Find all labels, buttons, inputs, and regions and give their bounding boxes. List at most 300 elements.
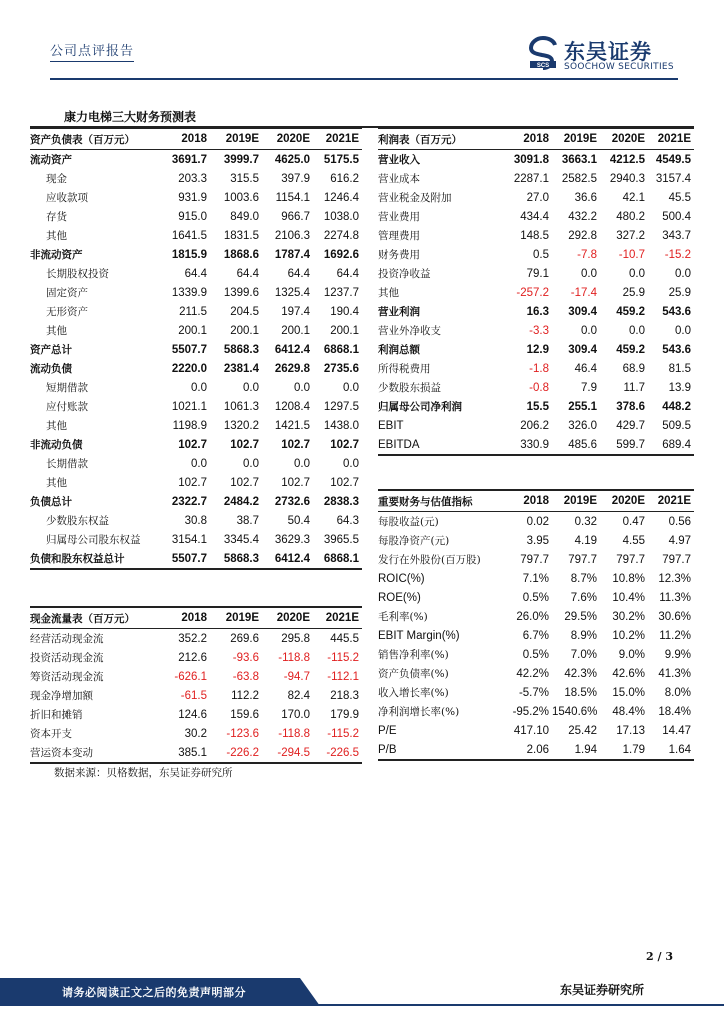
table-row <box>378 664 694 683</box>
table-title-cell: 利润表（百万元） <box>378 133 462 146</box>
value-cell: 2287.1 <box>513 172 549 185</box>
value-cell: 9.9% <box>664 648 691 661</box>
value-cell: 0.0 <box>343 381 359 394</box>
value-cell: 30.8 <box>184 514 207 527</box>
value-cell: 6412.4 <box>274 343 310 356</box>
row-label: 长期借款 <box>46 458 88 470</box>
value-cell: 1.94 <box>574 743 597 756</box>
value-cell: 2582.5 <box>561 172 597 185</box>
value-cell: 2838.3 <box>323 495 359 508</box>
value-cell: -257.2 <box>516 286 549 299</box>
footer-disclaimer: 请务必阅读正文之后的免责声明部分 <box>62 986 246 999</box>
value-cell: 309.4 <box>568 343 597 356</box>
row-label: 经营活动现金流 <box>30 633 104 645</box>
value-cell: -61.5 <box>180 689 207 702</box>
value-cell: 102.7 <box>330 476 359 489</box>
value-cell: -5.7% <box>518 686 549 699</box>
value-cell: 434.4 <box>520 210 549 223</box>
value-cell: 689.4 <box>662 438 691 451</box>
value-cell: 102.7 <box>178 476 207 489</box>
year-header: 2018 <box>181 612 207 624</box>
value-cell: 1325.4 <box>274 286 310 299</box>
row-label: 少数股东权益 <box>46 515 109 527</box>
value-cell: 485.6 <box>568 438 597 451</box>
value-cell: 385.1 <box>178 746 207 759</box>
value-cell: 292.8 <box>568 229 597 242</box>
value-cell: 397.9 <box>281 172 310 185</box>
value-cell: 1438.0 <box>323 419 359 432</box>
value-cell: 309.4 <box>568 305 597 318</box>
row-label: 存货 <box>46 211 67 223</box>
value-cell: 30.6% <box>658 610 691 623</box>
table-row <box>378 397 694 416</box>
value-cell: 1021.1 <box>171 400 207 413</box>
value-cell: 64.4 <box>336 267 359 280</box>
income-statement-table <box>378 127 694 456</box>
table-row <box>30 667 362 686</box>
row-label: 应付账款 <box>46 401 88 413</box>
row-label: 收入增长率(%) <box>378 687 449 699</box>
table-row <box>378 207 694 226</box>
value-cell: 0.0 <box>191 381 207 394</box>
value-cell: 2381.4 <box>223 362 259 375</box>
value-cell: 543.6 <box>662 305 691 318</box>
value-cell: 4625.0 <box>274 153 310 166</box>
value-cell: 1237.7 <box>323 286 359 299</box>
table-row <box>30 302 362 321</box>
table-row <box>378 435 694 455</box>
table-row <box>378 150 694 170</box>
value-cell: 9.0% <box>618 648 645 661</box>
value-cell: 0.0 <box>581 324 597 337</box>
header-rule <box>50 78 678 80</box>
value-cell: 255.1 <box>568 400 597 413</box>
table-row <box>30 359 362 378</box>
table-header-row <box>30 128 362 150</box>
row-label: 少数股东损益 <box>378 382 441 394</box>
value-cell: 0.0 <box>294 381 310 394</box>
table-row <box>378 283 694 302</box>
value-cell: 30.2 <box>184 727 207 740</box>
year-header: 2019E <box>563 133 597 145</box>
value-cell: 797.7 <box>520 553 549 566</box>
value-cell: 16.3 <box>526 305 549 318</box>
value-cell: 327.2 <box>616 229 645 242</box>
value-cell: 915.0 <box>178 210 207 223</box>
value-cell: 509.5 <box>662 419 691 432</box>
row-label: 其他 <box>46 477 67 489</box>
value-cell: 46.4 <box>574 362 597 375</box>
value-cell: 5175.5 <box>323 153 359 166</box>
value-cell: 1787.4 <box>274 248 310 261</box>
year-header: 2019E <box>225 133 259 145</box>
page-footer <box>0 975 724 1015</box>
table-row <box>30 264 362 283</box>
value-cell: 5868.3 <box>223 552 259 565</box>
value-cell: 6412.4 <box>274 552 310 565</box>
value-cell: 0.0 <box>581 267 597 280</box>
value-cell: 7.9 <box>581 381 597 394</box>
value-cell: 1868.6 <box>223 248 259 261</box>
year-header: 2020E <box>611 495 645 507</box>
value-cell: 2940.3 <box>609 172 645 185</box>
value-cell: 2322.7 <box>171 495 207 508</box>
value-cell: 429.7 <box>616 419 645 432</box>
value-cell: 5507.7 <box>171 343 207 356</box>
value-cell: 42.3% <box>564 667 597 680</box>
year-header: 2020E <box>276 612 310 624</box>
value-cell: 0.0 <box>629 324 645 337</box>
value-cell: 102.7 <box>230 476 259 489</box>
value-cell: -17.4 <box>570 286 597 299</box>
value-cell: 1154.1 <box>275 191 310 204</box>
value-cell: 0.5% <box>522 648 549 661</box>
value-cell: 11.2% <box>659 629 691 642</box>
value-cell: 102.7 <box>330 438 359 451</box>
value-cell: 50.4 <box>287 514 310 527</box>
value-cell: 25.42 <box>568 724 597 737</box>
table-row <box>30 283 362 302</box>
row-label: 营运资本变动 <box>30 747 93 759</box>
value-cell: 64.4 <box>287 267 310 280</box>
value-cell: 203.3 <box>178 172 207 185</box>
value-cell: 36.6 <box>574 191 597 204</box>
value-cell: 480.2 <box>616 210 645 223</box>
value-cell: 7.0% <box>570 648 597 661</box>
report-table-title: 康力电梯三大财务预测表 <box>64 110 197 124</box>
value-cell: 102.7 <box>230 438 259 451</box>
value-cell: 197.4 <box>281 305 310 318</box>
value-cell: 102.7 <box>281 438 310 451</box>
value-cell: 124.6 <box>178 708 207 721</box>
value-cell: 48.4% <box>612 705 645 718</box>
value-cell: 170.0 <box>281 708 310 721</box>
table-title-cell: 现金流量表（百万元） <box>30 612 135 625</box>
row-label: 无形资产 <box>46 306 88 318</box>
row-label: 长期股权投资 <box>46 268 109 280</box>
value-cell: 1003.6 <box>223 191 259 204</box>
value-cell: 8.0% <box>664 686 691 699</box>
value-cell: 30.2% <box>612 610 645 623</box>
value-cell: 11.7 <box>623 381 645 394</box>
company-logo <box>528 36 678 76</box>
table-row <box>378 321 694 340</box>
value-cell: -95.2% <box>512 705 549 718</box>
value-cell: 0.0 <box>191 457 207 470</box>
value-cell: 3157.4 <box>655 172 691 185</box>
value-cell: 0.0 <box>675 267 691 280</box>
value-cell: -1.8 <box>529 362 549 375</box>
row-label: 投资净收益 <box>378 268 431 280</box>
value-cell: 1061.3 <box>223 400 259 413</box>
row-label: 其他 <box>46 230 67 242</box>
value-cell: 42.1 <box>622 191 645 204</box>
value-cell: 3154.1 <box>171 533 207 546</box>
value-cell: 25.9 <box>622 286 645 299</box>
value-cell: 1421.5 <box>274 419 310 432</box>
value-cell: 269.6 <box>230 632 259 645</box>
table-row <box>378 245 694 264</box>
year-header: 2021E <box>657 495 691 507</box>
row-label: 每股净资产(元) <box>378 535 450 547</box>
table-row <box>378 264 694 283</box>
value-cell: 4212.5 <box>609 153 645 166</box>
value-cell: 0.0 <box>243 457 259 470</box>
value-cell: 79.1 <box>526 267 549 280</box>
value-cell: 3691.7 <box>171 153 207 166</box>
value-cell: 4.19 <box>574 534 597 547</box>
row-label: P/B <box>378 743 397 756</box>
value-cell: -123.6 <box>226 727 259 740</box>
table-row <box>30 549 362 569</box>
year-header: 2018 <box>523 133 549 145</box>
value-cell: 0.0 <box>675 324 691 337</box>
value-cell: 352.2 <box>178 632 207 645</box>
value-cell: 8.7% <box>570 572 597 585</box>
table-row <box>30 686 362 705</box>
table-row <box>30 169 362 188</box>
value-cell: 0.32 <box>574 515 597 528</box>
year-header: 2021E <box>657 133 691 145</box>
row-label: 发行在外股份(百万股) <box>378 554 481 566</box>
value-cell: 7.6% <box>570 591 597 604</box>
year-header: 2019E <box>563 495 597 507</box>
year-header: 2021E <box>325 133 359 145</box>
row-label: 利润总额 <box>378 344 420 356</box>
page-number: 2 / 3 <box>646 950 673 963</box>
value-cell: 849.0 <box>230 210 259 223</box>
value-cell: -10.7 <box>618 248 645 261</box>
row-label: 应收款项 <box>46 192 88 204</box>
table-row <box>378 378 694 397</box>
value-cell: 8.9% <box>570 629 597 642</box>
value-cell: 179.9 <box>330 708 359 721</box>
row-label: 负债和股东权益总计 <box>30 553 125 565</box>
value-cell: -226.2 <box>226 746 259 759</box>
value-cell: -63.8 <box>232 670 259 683</box>
footer-org: 东吴证券研究所 <box>560 983 645 997</box>
table-row <box>30 378 362 397</box>
value-cell: 200.1 <box>230 324 259 337</box>
value-cell: 6.7% <box>522 629 549 642</box>
value-cell: 200.1 <box>281 324 310 337</box>
value-cell: 4.97 <box>668 534 691 547</box>
value-cell: 7.1% <box>522 572 549 585</box>
value-cell: -94.7 <box>283 670 310 683</box>
row-label: 投资活动现金流 <box>30 652 104 664</box>
logo-chinese-name: 东吴证券 <box>564 40 652 64</box>
value-cell: 2274.8 <box>323 229 359 242</box>
value-cell: 500.4 <box>662 210 691 223</box>
value-cell: 64.4 <box>184 267 207 280</box>
value-cell: 29.5% <box>564 610 597 623</box>
table-row <box>378 302 694 321</box>
row-label: 折旧和摊销 <box>30 709 83 721</box>
value-cell: 1297.5 <box>323 400 359 413</box>
table-row <box>30 321 362 340</box>
row-label: 非流动资产 <box>30 249 83 261</box>
value-cell: 1641.5 <box>171 229 207 242</box>
table-row <box>378 550 694 569</box>
value-cell: 3629.3 <box>274 533 310 546</box>
table-row <box>378 683 694 702</box>
table-row <box>378 569 694 588</box>
value-cell: 81.5 <box>668 362 691 375</box>
table-title-cell: 重要财务与估值指标 <box>378 495 473 508</box>
table-row <box>30 397 362 416</box>
row-label: 归属母公司股东权益 <box>46 534 141 546</box>
value-cell: 15.5 <box>526 400 549 413</box>
value-cell: 2.06 <box>526 743 549 756</box>
value-cell: 5868.3 <box>223 343 259 356</box>
row-label: 营业税金及附加 <box>378 192 452 204</box>
value-cell: 12.3% <box>658 572 691 585</box>
row-label: 资本开支 <box>30 728 72 740</box>
value-cell: 6868.1 <box>323 343 359 356</box>
table-row <box>30 492 362 511</box>
value-cell: 2732.6 <box>274 495 310 508</box>
value-cell: 330.9 <box>520 438 549 451</box>
table-row <box>30 530 362 549</box>
value-cell: 0.0 <box>629 267 645 280</box>
table-row <box>378 607 694 626</box>
value-cell: -226.5 <box>326 746 359 759</box>
table-row <box>30 743 362 763</box>
value-cell: 0.5% <box>522 591 549 604</box>
value-cell: 543.6 <box>662 343 691 356</box>
value-cell: 459.2 <box>616 343 645 356</box>
svg-text:SCS: SCS <box>536 63 550 69</box>
table-row <box>378 645 694 664</box>
year-header: 2018 <box>181 133 207 145</box>
table-row <box>378 721 694 740</box>
row-label: P/E <box>378 724 397 737</box>
value-cell: 315.5 <box>230 172 259 185</box>
table-row <box>378 416 694 435</box>
table-row <box>30 648 362 667</box>
value-cell: 0.5 <box>533 248 549 261</box>
value-cell: 204.5 <box>230 305 259 318</box>
row-label: 每股收益(元) <box>378 516 439 528</box>
value-cell: 10.2% <box>612 629 645 642</box>
value-cell: 190.4 <box>330 305 359 318</box>
value-cell: 931.9 <box>178 191 207 204</box>
value-cell: 102.7 <box>178 438 207 451</box>
value-cell: 417.10 <box>513 724 549 737</box>
value-cell: 1198.9 <box>172 419 207 432</box>
value-cell: 18.5% <box>564 686 597 699</box>
table-row <box>30 435 362 454</box>
table-row <box>378 226 694 245</box>
table-row <box>378 188 694 207</box>
value-cell: 0.0 <box>294 457 310 470</box>
table-row <box>378 702 694 721</box>
value-cell: -112.1 <box>327 670 359 683</box>
value-cell: 3345.4 <box>223 533 259 546</box>
source-note: 数据来源：贝格数据，东吴证券研究所 <box>54 767 233 779</box>
row-label: 营业成本 <box>378 173 420 185</box>
value-cell: 211.5 <box>179 305 207 318</box>
value-cell: 38.7 <box>236 514 259 527</box>
value-cell: 1.64 <box>668 743 691 756</box>
row-label: 资产负债率(%) <box>378 668 449 680</box>
table-header-row <box>30 607 362 629</box>
value-cell: 1320.2 <box>223 419 259 432</box>
table-row <box>30 705 362 724</box>
value-cell: 445.5 <box>330 632 359 645</box>
value-cell: 797.7 <box>662 553 691 566</box>
value-cell: 64.4 <box>236 267 259 280</box>
value-cell: 2629.8 <box>274 362 310 375</box>
value-cell: 3965.5 <box>323 533 359 546</box>
value-cell: 432.2 <box>568 210 597 223</box>
value-cell: -626.1 <box>174 670 207 683</box>
table-row <box>378 512 694 532</box>
year-header: 2021E <box>325 612 359 624</box>
table-row <box>30 724 362 743</box>
value-cell: 4549.5 <box>655 153 691 166</box>
row-label: 其他 <box>46 325 67 337</box>
table-row <box>378 359 694 378</box>
row-label: 归属母公司净利润 <box>378 401 462 413</box>
row-label: EBIT Margin(%) <box>378 629 460 642</box>
value-cell: 10.4% <box>612 591 645 604</box>
value-cell: 2106.3 <box>274 229 310 242</box>
value-cell: 3663.1 <box>561 153 597 166</box>
value-cell: 12.9 <box>526 343 549 356</box>
table-row <box>378 340 694 359</box>
row-label: 营业外净收支 <box>378 325 441 337</box>
logo-english-name: SOOCHOW SECURITIES <box>564 62 674 72</box>
value-cell: 378.6 <box>616 400 645 413</box>
value-cell: 45.5 <box>668 191 691 204</box>
value-cell: 0.47 <box>622 515 645 528</box>
value-cell: 2220.0 <box>171 362 207 375</box>
footer-rule <box>300 1004 724 1006</box>
row-label: 其他 <box>46 420 67 432</box>
value-cell: 2484.2 <box>223 495 259 508</box>
table-row <box>30 473 362 492</box>
value-cell: 41.3% <box>658 667 691 680</box>
value-cell: 1246.4 <box>323 191 359 204</box>
table-title-cell: 资产负债表（百万元） <box>30 133 135 146</box>
table-row <box>30 629 362 649</box>
value-cell: 1399.6 <box>223 286 259 299</box>
value-cell: 148.5 <box>520 229 549 242</box>
value-cell: 42.6% <box>612 667 645 680</box>
value-cell: 2735.6 <box>323 362 359 375</box>
value-cell: 6868.1 <box>323 552 359 565</box>
value-cell: -115.2 <box>327 651 359 664</box>
value-cell: 1815.9 <box>171 248 207 261</box>
value-cell: 25.9 <box>668 286 691 299</box>
value-cell: -294.5 <box>277 746 310 759</box>
value-cell: 0.56 <box>668 515 691 528</box>
row-label: ROE(%) <box>378 591 421 604</box>
value-cell: -118.8 <box>278 727 310 740</box>
row-label: 净利润增长率(%) <box>378 706 460 718</box>
table-row <box>378 626 694 645</box>
key-metrics-table <box>378 489 694 761</box>
value-cell: 206.2 <box>520 419 549 432</box>
value-cell: 1038.0 <box>323 210 359 223</box>
value-cell: 18.4% <box>658 705 691 718</box>
value-cell: 64.3 <box>336 514 359 527</box>
row-label: ROIC(%) <box>378 572 425 585</box>
row-label: 现金 <box>46 173 67 185</box>
value-cell: 13.9 <box>668 381 691 394</box>
value-cell: 459.2 <box>616 305 645 318</box>
